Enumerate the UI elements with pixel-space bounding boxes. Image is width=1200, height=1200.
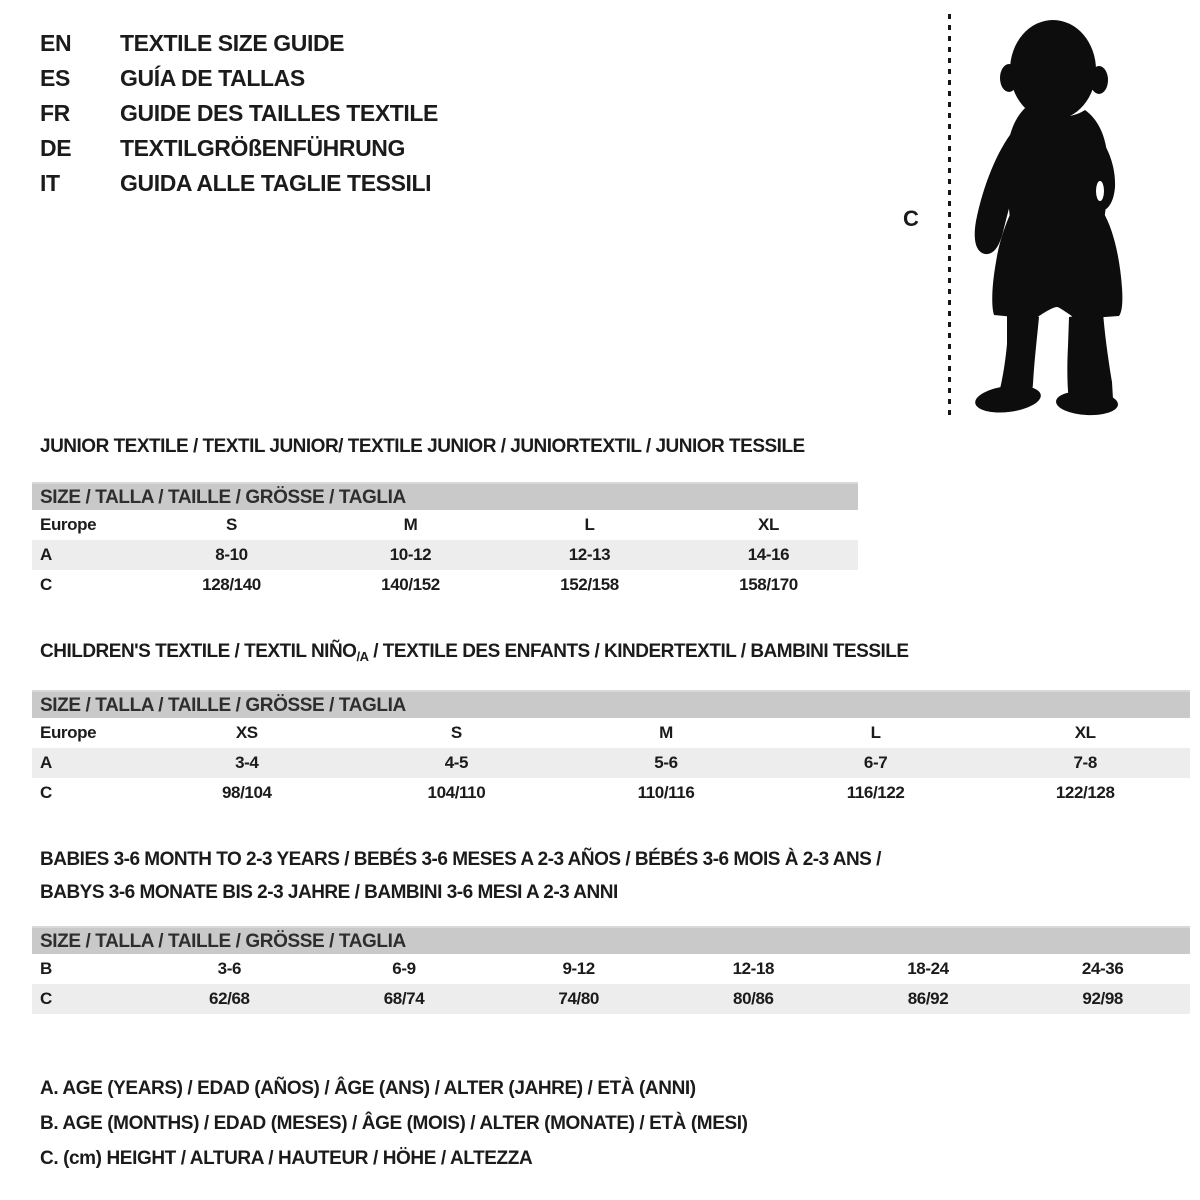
height-measure-dashed-line [948, 14, 951, 418]
size-header-bar: SIZE / TALLA / TAILLE / GRÖSSE / TAGLIA [32, 690, 1190, 718]
junior-size-table [32, 482, 858, 600]
legend-line-a: A. AGE (YEARS) / EDAD (AÑOS) / ÂGE (ANS) / ALTER (JAHRE) / ETÀ (ANNI) [40, 1078, 696, 1099]
cell: 140/152 [381, 575, 440, 594]
row-label: A [40, 545, 52, 564]
table-row [32, 778, 1190, 808]
cell: L [584, 515, 595, 534]
table-row [32, 570, 858, 600]
babies-section-title-line2: BABYS 3-6 MONATE BIS 2-3 JAHRE / BAMBINI 3-6 MESI A 2-3 ANNI [40, 882, 618, 903]
size-header-bar: SIZE / TALLA / TAILLE / GRÖSSE / TAGLIA [32, 926, 1190, 954]
cell: 5-6 [654, 753, 678, 772]
legend [40, 1071, 748, 1176]
title-part: CHILDREN'S TEXTILE / TEXTIL NIÑO [40, 641, 357, 662]
language-title: TEXTILE SIZE GUIDE [120, 30, 345, 56]
row-label: B [40, 959, 52, 978]
cell: 74/80 [558, 989, 599, 1008]
size-header-bar: SIZE / TALLA / TAILLE / GRÖSSE / TAGLIA [32, 482, 858, 510]
cell: 4-5 [444, 753, 469, 772]
cell: 8-10 [215, 545, 248, 564]
cell: 98/104 [221, 783, 272, 802]
cell: 62/68 [209, 989, 250, 1008]
cell: 68/74 [383, 989, 425, 1008]
cell: S [226, 515, 237, 534]
language-code: EN [40, 30, 72, 56]
cell: 14-16 [747, 545, 790, 564]
cell: XL [1074, 723, 1096, 742]
cell: S [450, 723, 462, 742]
language-header [40, 26, 438, 201]
cell: M [659, 723, 673, 742]
row-label: C [40, 575, 52, 594]
cell: 24-36 [1081, 959, 1124, 978]
row-label: C [40, 783, 52, 802]
title-subscript: /A [356, 649, 369, 664]
cell: 104/110 [427, 783, 486, 802]
row-label: A [40, 753, 52, 772]
children-section-title [40, 641, 909, 664]
row-label: C [40, 989, 52, 1008]
legend-line-b: B. AGE (MONTHS) / EDAD (MESES) / ÂGE (MOIS) / ALTER (MONATE) / ETÀ (MESI) [40, 1113, 748, 1134]
language-title: GUIDE DES TAILLES TEXTILE [120, 100, 438, 126]
table-row [32, 984, 1190, 1014]
language-row-de [40, 131, 438, 166]
language-row-fr [40, 96, 438, 131]
cell: 152/158 [560, 575, 619, 594]
cell: 80/86 [733, 989, 774, 1008]
language-row-it [40, 166, 438, 201]
row-label: Europe [40, 723, 97, 742]
cell: M [403, 515, 418, 534]
babies-section-title-line1: BABIES 3-6 MONTH TO 2-3 YEARS / BEBÉS 3-6 MESES A 2-3 AÑOS / BÉBÉS 3-6 MOIS À 2-3 ANS / [40, 849, 881, 870]
language-code: ES [40, 65, 70, 91]
cell: 12-18 [732, 959, 775, 978]
table-row [32, 718, 1190, 748]
cell: 6-7 [863, 753, 888, 772]
language-title: GUÍA DE TALLAS [120, 65, 305, 91]
cell: L [870, 723, 881, 742]
language-title: TEXTILGRÖßENFÜHRUNG [120, 135, 405, 161]
cell: 158/170 [739, 575, 798, 594]
cell: 122/128 [1055, 783, 1115, 802]
cell: 92/98 [1082, 989, 1123, 1008]
junior-section-title: JUNIOR TEXTILE / TEXTIL JUNIOR/ TEXTILE JUNIOR / JUNIORTEXTIL / JUNIOR TESSILE [40, 436, 805, 457]
babies-size-table [32, 926, 1190, 1014]
cell: XL [758, 515, 779, 534]
cell: XS [235, 723, 258, 742]
cell: 9-12 [562, 959, 595, 978]
children-size-table [32, 690, 1190, 808]
table-row [32, 748, 1190, 778]
language-code: DE [40, 135, 72, 161]
language-code: FR [40, 100, 70, 126]
toddler-silhouette-icon [963, 16, 1135, 416]
language-title: GUIDA ALLE TAGLIE TESSILI [120, 170, 432, 196]
language-code: IT [40, 170, 60, 196]
table-row [32, 540, 858, 570]
title-part: / TEXTILE DES ENFANTS / KINDERTEXTIL / BAMBINI TESSILE [368, 641, 909, 662]
height-measure-label: C [903, 206, 919, 231]
legend-line-c: C. (cm) HEIGHT / ALTURA / HAUTEUR / HÖHE / ALTEZZA [40, 1148, 533, 1169]
row-label: Europe [40, 515, 97, 534]
language-row-es [40, 61, 438, 96]
cell: 110/116 [637, 783, 695, 802]
cell: 18-24 [907, 959, 949, 978]
cell: 10-12 [389, 545, 432, 564]
language-row-en [40, 26, 438, 61]
cell: 3-6 [217, 959, 242, 978]
cell: 86/92 [907, 989, 949, 1008]
cell: 12-13 [568, 545, 611, 564]
cell: 6-9 [392, 959, 416, 978]
table-row [32, 954, 1190, 984]
cell: 116/122 [846, 783, 905, 802]
cell: 7-8 [1073, 753, 1097, 772]
cell: 3-4 [235, 753, 259, 772]
cell: 128/140 [202, 575, 261, 594]
table-row [32, 510, 858, 540]
